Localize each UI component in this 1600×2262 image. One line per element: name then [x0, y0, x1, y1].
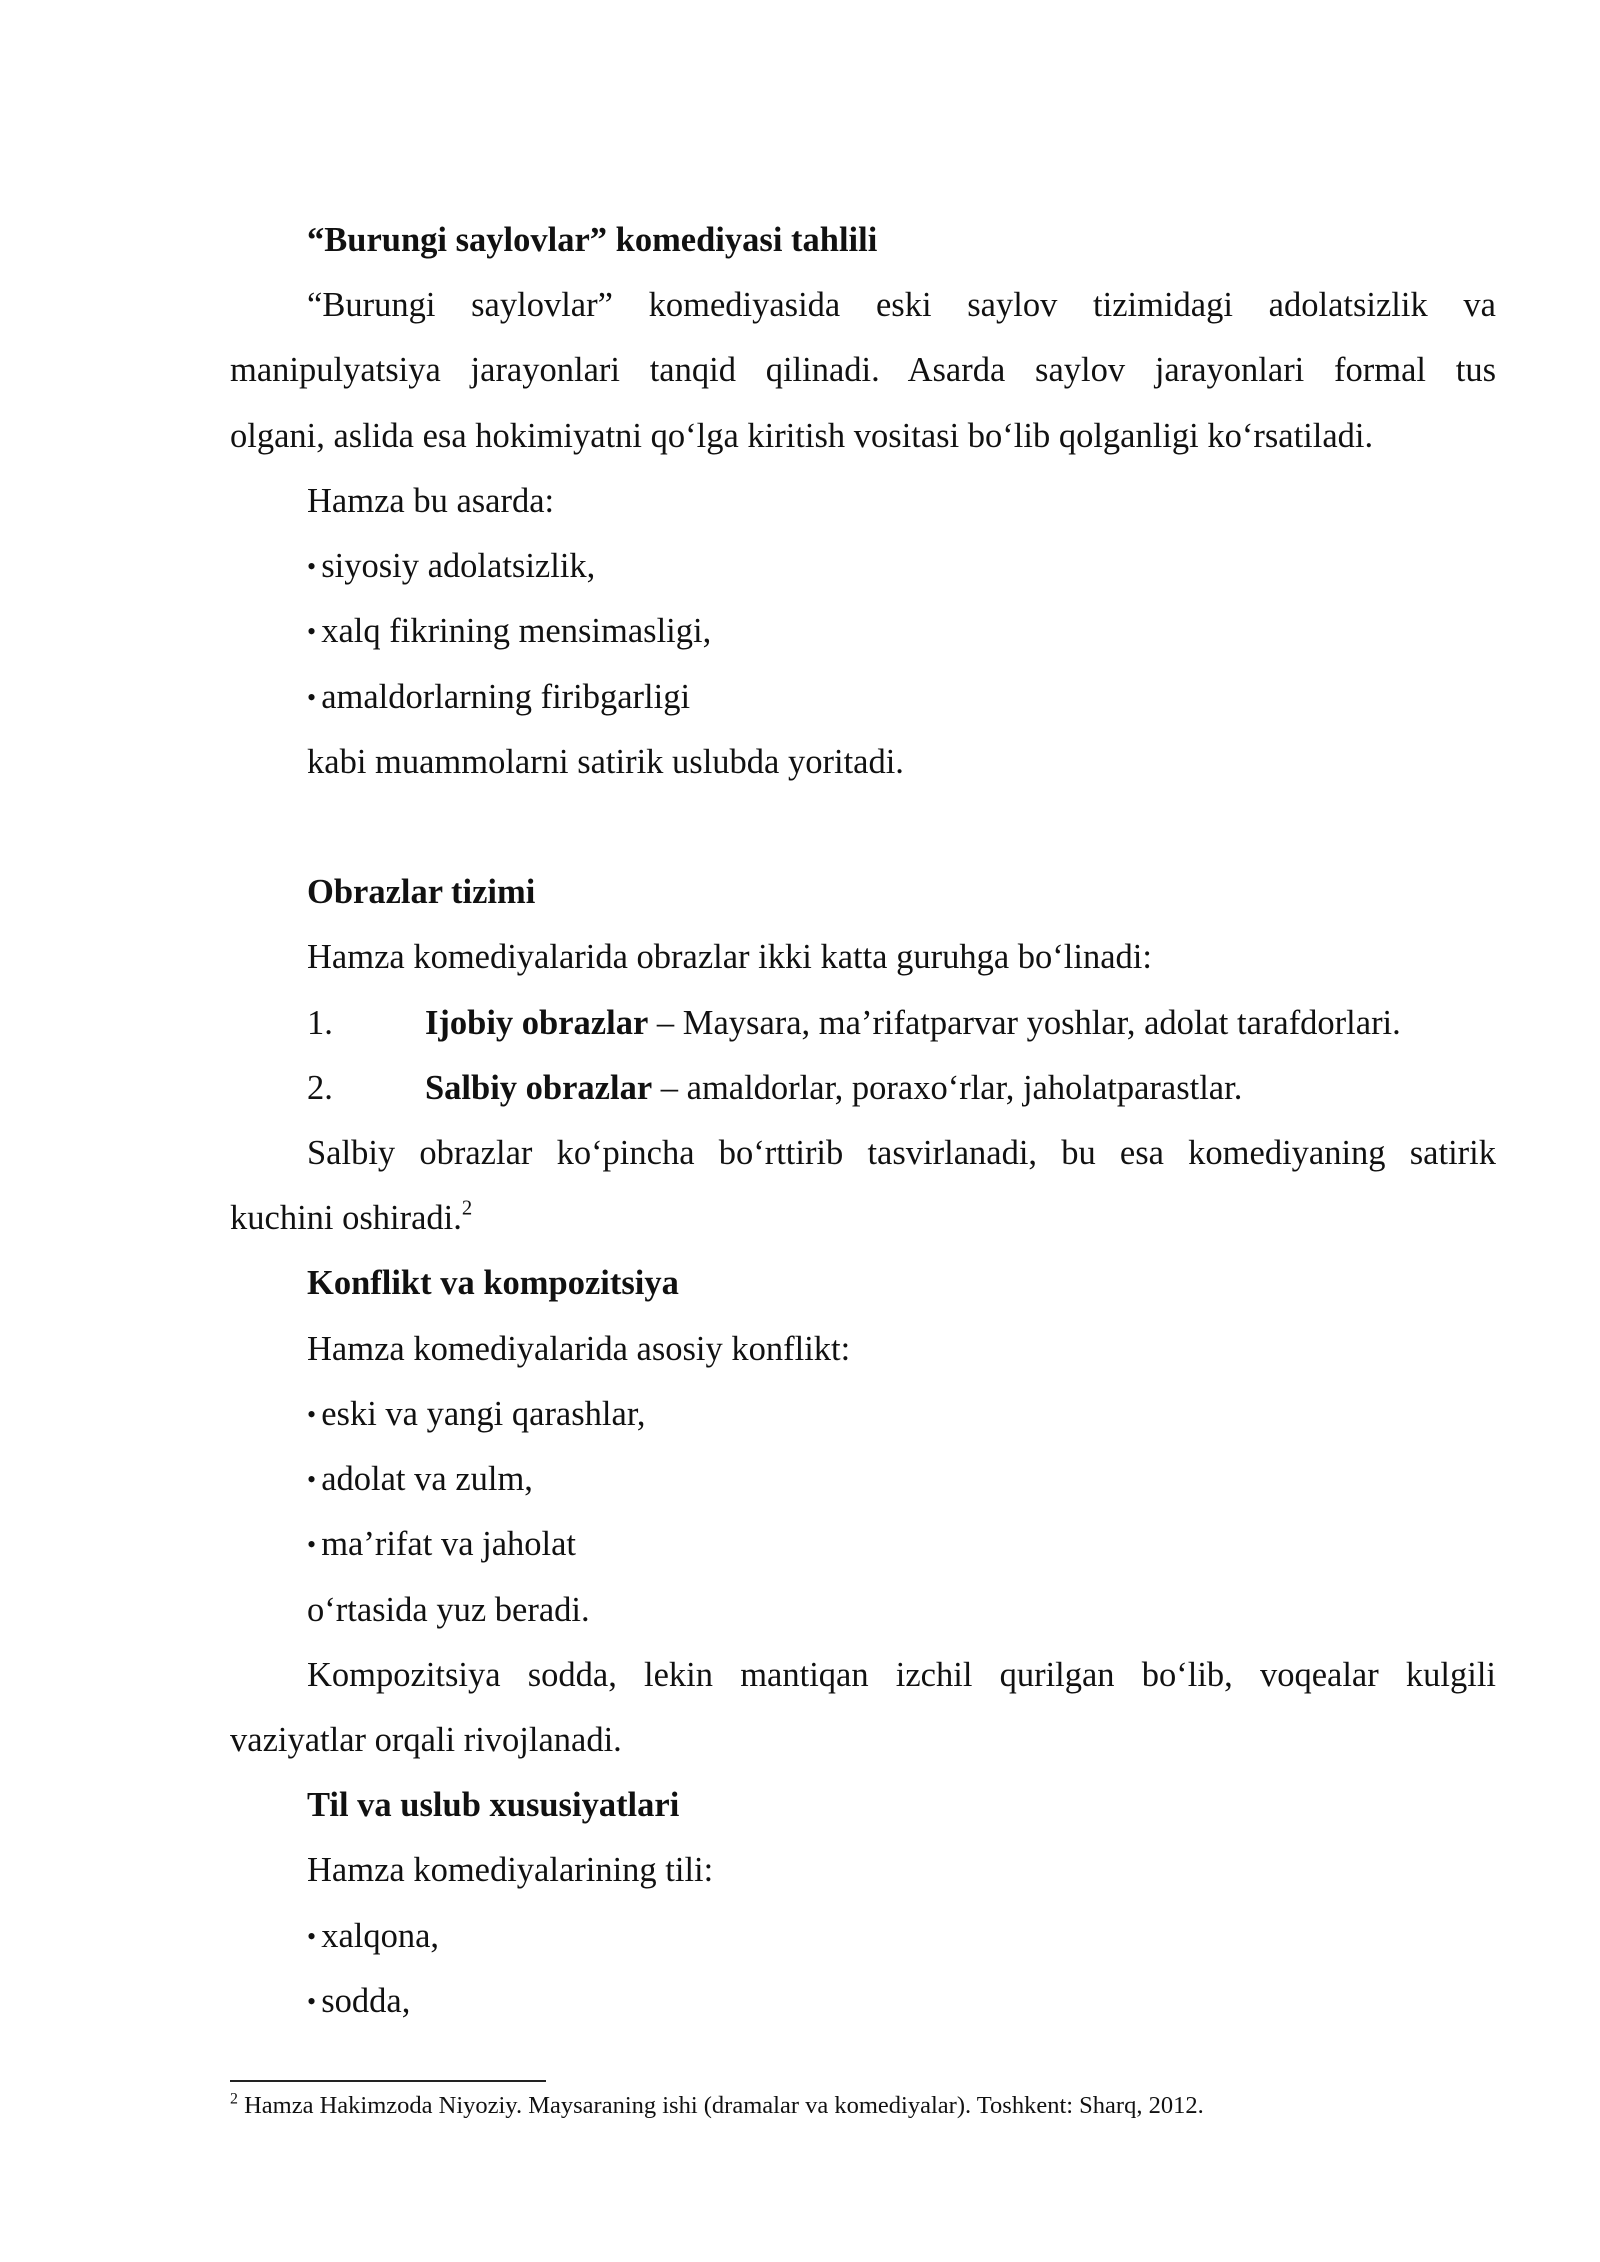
- list-intro: Hamza bu asarda:: [307, 481, 555, 520]
- list-intro: Hamza komediyalarida obrazlar ikki katta guruhga boʻlinadi:: [307, 938, 1152, 977]
- paragraph-line: “Burungi saylovlar” komediyasida eski saylov tizimidagi adolatsizlik va: [307, 286, 1496, 325]
- item-description: – amaldorlar, poraxoʻrlar, jaholatparastlar.: [652, 1068, 1243, 1107]
- item-term: Salbiy obrazlar: [425, 1068, 653, 1107]
- bullet-icon: •: [307, 552, 317, 582]
- bullet-text: xalqona,: [321, 1916, 440, 1955]
- bullet-item: [230, 599, 1496, 664]
- bullet-text: amaldorlarning firibgarligi: [321, 677, 691, 716]
- footnote: [230, 2090, 1204, 2122]
- bullet-text: xalq fikrining mensimasligi,: [321, 612, 712, 651]
- paragraph-line: vaziyatlar orqali rivojlanadi.: [230, 1721, 622, 1760]
- paragraph-line: olgani, aslida esa hokimiyatni qoʻlga kiritish vositasi boʻlib qolganligi koʻrsatiladi.: [230, 416, 1374, 455]
- paragraph-line: Kompozitsiya sodda, lekin mantiqan izchil qurilgan boʻlib, voqealar kulgili: [307, 1655, 1496, 1694]
- bullet-icon: •: [307, 1465, 317, 1495]
- bullet-icon: •: [307, 682, 317, 712]
- item-description: – Maysara, ma’rifatparvar yoshlar, adolat tarafdorlari.: [648, 1003, 1401, 1042]
- list-intro: Hamza komediyalarining tili:: [307, 1851, 714, 1890]
- numbered-item: [230, 1056, 1496, 1121]
- section-heading-til-va-uslub: Til va uslub xususiyatlari: [307, 1786, 680, 1825]
- footnote-text: Hamza Hakimzoda Niyoziy. Maysaraning ishi (dramalar va komediyalar). Toshkent: Sharq, 2012.: [237, 2092, 1204, 2119]
- bullet-icon: •: [307, 1399, 317, 1429]
- footnote-reference[interactable]: 2: [461, 1197, 473, 1220]
- paragraph-line: Salbiy obrazlar koʻpincha boʻrttirib tasvirlanadi, bu esa komediyaning satirik: [307, 1134, 1496, 1173]
- list-closing: oʻrtasida yuz beradi.: [307, 1590, 590, 1629]
- bullet-text: adolat va zulm,: [321, 1460, 533, 1499]
- footnote-separator: [230, 2080, 546, 2082]
- bullet-item: [230, 1512, 1496, 1577]
- section-heading-konflikt: Konflikt va kompozitsiya: [307, 1264, 679, 1303]
- bullet-icon: •: [307, 1921, 317, 1951]
- section-heading-obrazlar-tizimi: Obrazlar tizimi: [307, 873, 536, 912]
- bullet-text: ma’rifat va jaholat: [321, 1525, 577, 1564]
- list-intro: Hamza komediyalarida asosiy konflikt:: [307, 1329, 851, 1368]
- document-page: [230, 208, 1496, 2034]
- bullet-text: siyosiy adolatsizlik,: [321, 547, 596, 586]
- bullet-icon: •: [307, 617, 317, 647]
- numbered-item: [230, 991, 1496, 1056]
- footnote-mark: 2: [230, 2090, 238, 2108]
- bullet-text: eski va yangi qarashlar,: [321, 1394, 646, 1433]
- bullet-text: sodda,: [321, 1981, 411, 2020]
- bullet-icon: •: [307, 1530, 317, 1560]
- bullet-item: [230, 1904, 1496, 1969]
- item-term: Ijobiy obrazlar: [425, 1003, 649, 1042]
- paragraph-line: [230, 1186, 1496, 1251]
- bullet-icon: •: [307, 1986, 317, 2016]
- bullet-item: [230, 665, 1496, 730]
- bullet-item: [230, 1382, 1496, 1447]
- section-heading-burungi-saylovlar: “Burungi saylovlar” komediyasi tahlili: [307, 221, 878, 259]
- item-number: 1.: [307, 1003, 333, 1042]
- item-number: 2.: [307, 1068, 333, 1107]
- bullet-item: [230, 1969, 1496, 2034]
- paragraph-line: manipulyatsiya jarayonlari tanqid qilinadi. Asarda saylov jarayonlari formal tus: [230, 351, 1496, 390]
- bullet-item: [230, 1447, 1496, 1512]
- bullet-item: [230, 534, 1496, 599]
- blank-line: [230, 795, 1496, 860]
- paragraph-text: kuchini oshiradi.: [230, 1199, 462, 1238]
- list-closing: kabi muammolarni satirik uslubda yoritadi.: [307, 742, 904, 781]
